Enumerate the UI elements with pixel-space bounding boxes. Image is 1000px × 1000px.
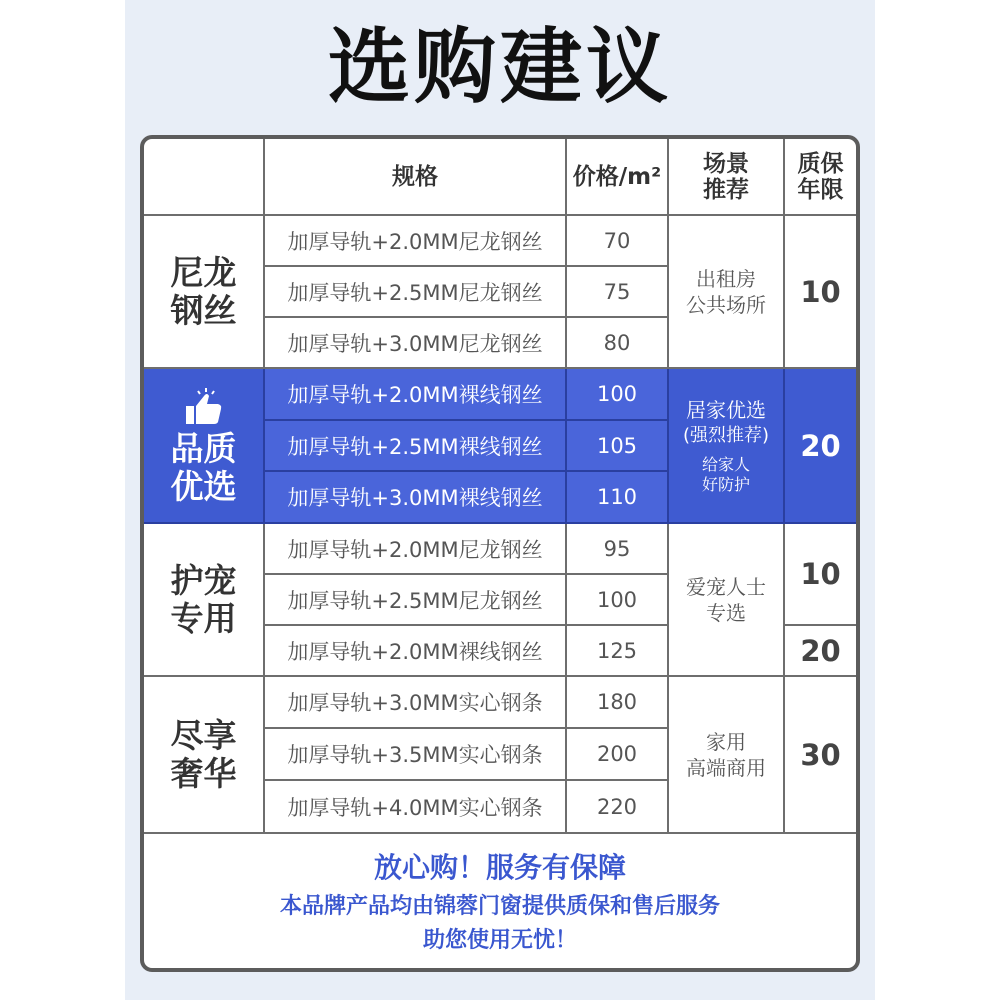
spec-cell: 加厚导轨+3.0MM裸线钢丝 <box>265 472 567 524</box>
spec-cell: 加厚导轨+2.5MM裸线钢丝 <box>265 421 567 472</box>
header-price: 价格/m² <box>567 139 669 216</box>
scene-cell <box>669 369 785 524</box>
warranty-years: 10 <box>785 524 856 626</box>
price-cell: 220 <box>567 781 669 834</box>
footer-text: 本品牌产品均由锦蓉门窗提供质保和售后服务 <box>279 894 720 919</box>
spec-cell: 加厚导轨+2.5MM尼龙钢丝 <box>265 575 567 626</box>
scene-cell <box>669 524 785 677</box>
category-line1: 尼龙 <box>170 252 237 292</box>
scene-line2: 公共场所 <box>686 292 766 317</box>
warranty-years: 20 <box>785 369 856 524</box>
scene-line1: 爱宠人士 <box>686 574 766 599</box>
spec-cell: 加厚导轨+2.0MM裸线钢丝 <box>265 626 567 677</box>
scene-line2: (强烈推荐) <box>682 424 770 446</box>
category-line1: 尽享 <box>170 715 237 755</box>
scene-line1: 居家优选 <box>686 397 766 422</box>
category-luxury <box>144 677 265 834</box>
header-spec: 规格 <box>265 139 567 216</box>
header-warranty <box>785 139 856 216</box>
footer-headline: 放心购！服务有保障 <box>373 851 626 884</box>
header-scene-line2: 推荐 <box>703 176 749 203</box>
price-cell: 95 <box>567 524 669 575</box>
spec-cell: 加厚导轨+3.0MM实心钢条 <box>265 677 567 729</box>
scene-line1: 家用 <box>706 729 746 754</box>
category-line1: 护宠 <box>170 560 237 600</box>
scene-line2: 高端商用 <box>686 755 766 780</box>
thumbs-up-icon <box>182 386 226 430</box>
price-cell: 100 <box>567 369 669 421</box>
recommendation-table <box>140 135 860 972</box>
spec-cell: 加厚导轨+3.5MM实心钢条 <box>265 729 567 781</box>
scene-cell <box>669 216 785 369</box>
scene-line3: 给家人 <box>701 454 750 474</box>
category-line2: 优选 <box>170 466 237 506</box>
scene-line1: 出租房 <box>696 266 756 291</box>
spec-cell: 加厚导轨+4.0MM实心钢条 <box>265 781 567 834</box>
page-title: 选购建议 <box>327 20 672 115</box>
category-nylon <box>144 216 265 369</box>
category-line2: 专用 <box>170 598 237 638</box>
header-warranty-line2: 年限 <box>797 176 844 203</box>
price-cell: 70 <box>567 216 669 267</box>
header-warranty-line1: 质保 <box>797 150 844 177</box>
scene-cell <box>669 677 785 834</box>
price-cell: 100 <box>567 575 669 626</box>
footer-text: 助您使用无忧！ <box>422 928 577 953</box>
header-scene <box>669 139 785 216</box>
header-scene-line1: 场景 <box>703 150 749 177</box>
spec-cell: 加厚导轨+2.0MM尼龙钢丝 <box>265 524 567 575</box>
price-cell: 125 <box>567 626 669 677</box>
spec-cell: 加厚导轨+2.0MM裸线钢丝 <box>265 369 567 421</box>
spec-cell: 加厚导轨+2.5MM尼龙钢丝 <box>265 267 567 318</box>
category-line2: 奢华 <box>170 753 237 793</box>
service-footer <box>144 834 856 968</box>
scene-line4: 好防护 <box>701 474 750 494</box>
scene-line2: 专选 <box>706 600 746 625</box>
spec-cell: 加厚导轨+2.0MM尼龙钢丝 <box>265 216 567 267</box>
price-cell: 75 <box>567 267 669 318</box>
price-cell: 180 <box>567 677 669 729</box>
category-pet <box>144 524 265 677</box>
warranty-years: 30 <box>785 677 856 834</box>
category-line2: 钢丝 <box>170 290 237 330</box>
warranty-years: 10 <box>785 216 856 369</box>
spec-cell: 加厚导轨+3.0MM尼龙钢丝 <box>265 318 567 369</box>
category-premium <box>144 369 265 524</box>
price-cell: 80 <box>567 318 669 369</box>
warranty-years: 20 <box>785 626 856 677</box>
category-line1: 品质 <box>170 428 237 468</box>
price-cell: 200 <box>567 729 669 781</box>
price-cell: 105 <box>567 421 669 472</box>
header-blank-cell <box>144 139 265 216</box>
price-cell: 110 <box>567 472 669 524</box>
